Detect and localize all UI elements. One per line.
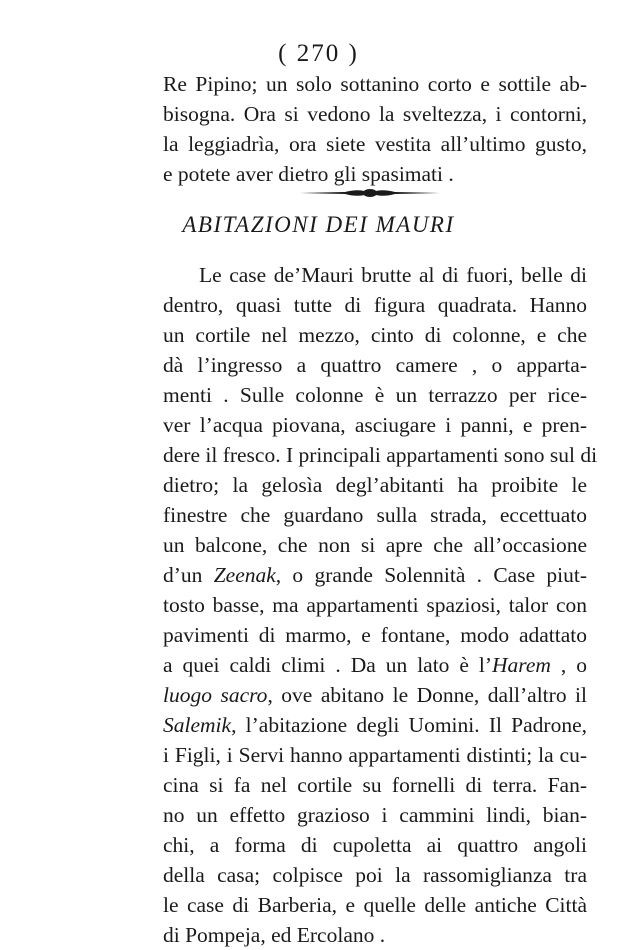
italic-term: Zeenak — [213, 563, 276, 587]
text-run: chi, a forma di cupoletta ai quattro angoli — [163, 833, 587, 857]
text-run: finestre che guardano sulla strada, eccettuato — [163, 503, 587, 527]
text-run: d’un — [163, 563, 214, 587]
body-line — [163, 320, 587, 350]
body-line — [163, 530, 587, 560]
text-run: i Figli, i Servi hanno appartamenti distinti; la cu- — [163, 743, 587, 767]
body-line — [163, 860, 587, 890]
intro-line: bisogna. Ora si vedono la sveltezza, i contorni, — [163, 102, 587, 126]
body-line — [163, 500, 587, 530]
body-line — [163, 350, 587, 380]
body-line — [163, 800, 587, 830]
body-line — [163, 740, 587, 770]
intro-line: la leggiadrìa, ora siete vestita all’ultimo gusto, — [163, 132, 587, 156]
text-run: Le case de’Mauri brutte al di fuori, belle di — [199, 263, 587, 287]
text-run: , ove abitano le Donne, dall’altro il — [267, 683, 587, 707]
text-run: a quei caldi climi . Da un lato è l’ — [163, 653, 493, 677]
text-run: no un effetto grazioso i cammini lindi, bian- — [163, 803, 587, 827]
text-run: un cortile nel mezzo, cinto di colonne, e che — [163, 323, 587, 347]
text-run: cina si fa nel cortile su fornelli di terra. Fan- — [163, 773, 587, 797]
body-line — [163, 290, 587, 320]
text-run: dere il fresco. I principali appartamenti sono sul di — [163, 443, 598, 467]
body-line — [163, 680, 587, 710]
body-line — [163, 410, 587, 440]
body-line — [163, 560, 587, 590]
intro-line: Re Pipino; un solo sottanino corto e sottile ab- — [163, 72, 587, 96]
text-run: dietro; la gelosìa degl’abitanti ha proibite le — [163, 473, 587, 497]
text-run: ver l’acqua piovana, asciugare i panni, e pren- — [163, 413, 587, 437]
body-line — [163, 650, 587, 680]
body-line — [163, 590, 587, 620]
body-line — [163, 620, 587, 650]
italic-term: Salemik — [163, 713, 232, 737]
text-run: dà l’ingresso a quattro camere , o apparta- — [163, 353, 587, 377]
text-run: un balcone, che non si apre che all’occasione — [163, 533, 587, 557]
body-line — [163, 710, 587, 740]
body-line — [163, 890, 587, 920]
body-line — [163, 830, 587, 860]
body-line — [163, 770, 587, 800]
body-line — [163, 920, 587, 950]
text-run: della casa; colpisce poi la rassomiglianza tra — [163, 863, 587, 887]
text-run: tosto basse, ma appartamenti spaziosi, talor con — [163, 593, 587, 617]
body-line — [163, 380, 587, 410]
italic-term: Harem — [492, 653, 551, 677]
text-run: dentro, quasi tutte di figura quadrata. Hanno — [163, 293, 587, 317]
intro-line: e potete aver dietro gli spasimati . — [163, 162, 454, 186]
text-run: pavimenti di marmo, e fontane, modo adattato — [163, 623, 587, 647]
text-run: , o grande Solennità . Case piut- — [275, 563, 587, 587]
italic-term: luogo sacro — [163, 683, 268, 707]
text-run: di Pompeja, ed Ercolano . — [163, 923, 386, 947]
text-run: menti . Sulle colonne è un terrazzo per rice- — [163, 383, 587, 407]
body-line — [163, 440, 598, 470]
body-line — [199, 260, 587, 290]
page-number: ( 270 ) — [278, 40, 359, 67]
text-run: le case di Barberia, e quelle delle antiche Città — [163, 893, 587, 917]
section-title: ABITAZIONI DEI MAURI — [182, 212, 455, 237]
ornament-rule-icon — [300, 188, 440, 198]
text-run: , l’abitazione degli Uomini. Il Padrone, — [231, 713, 587, 737]
body-line — [163, 470, 587, 500]
text-run: , o — [550, 653, 587, 677]
